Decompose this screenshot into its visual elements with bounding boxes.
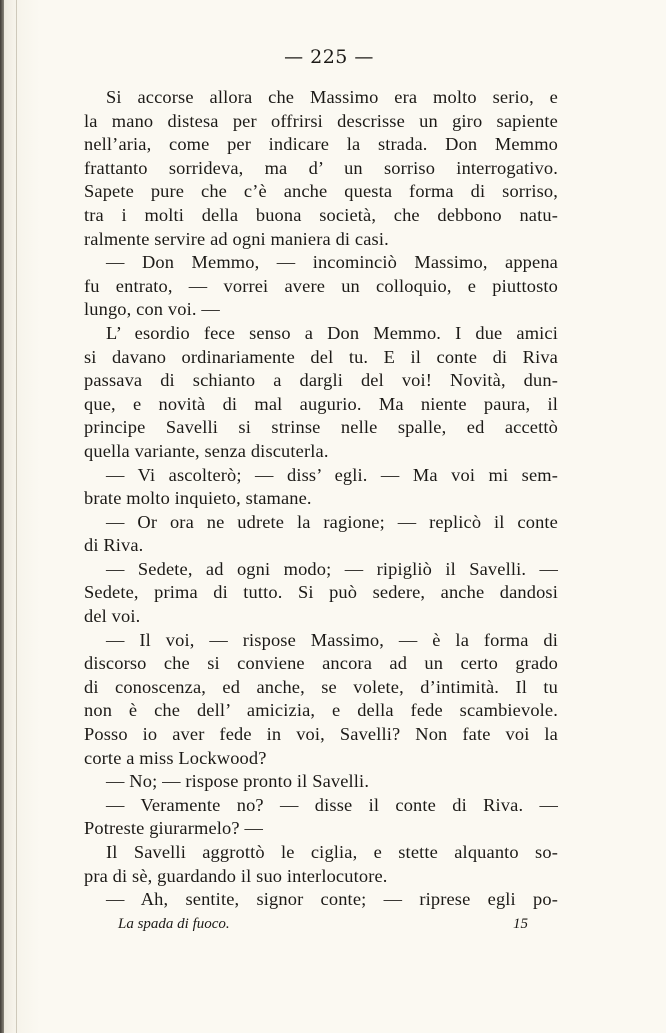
text-line: fu entrato, — vorrei avere un colloquio, e piuttosto <box>84 275 558 296</box>
text-line: — No; — rispose pronto il Savelli. <box>106 771 370 792</box>
text-line: si davano ordinariamente del tu. E il conte di Riva <box>84 346 558 367</box>
page-footer <box>118 916 528 940</box>
text-line: quella variante, senza discuterla. <box>84 440 329 461</box>
text-line: Il Savelli aggrottò le ciglia, e stette alquanto so- <box>106 842 558 862</box>
text-line: — Sedete, ad ogni modo; — ripigliò il Savelli. — <box>106 558 558 579</box>
text-line: — Or ora ne udrete la ragione; — replicò il conte <box>106 511 558 532</box>
text-line: passava di schianto a dargli del voi! Novità, dun- <box>84 370 558 391</box>
text-line: del voi. <box>84 606 141 627</box>
text-line: frattanto sorrideva, ma d’ un sorriso interrogativo. <box>84 157 558 178</box>
text-line: corte a miss Lockwood? <box>84 747 267 768</box>
text-line: Sedete, prima di tutto. Si può sedere, anche dandosi <box>84 582 558 603</box>
text-line: lungo, con voi. — <box>84 299 220 320</box>
text-line: — Ah, sentite, signor conte; — riprese egli po- <box>106 889 558 910</box>
text-line: la mano distesa per offrirsi descrisse un giro sapiente <box>84 110 558 131</box>
text-line: principe Savelli si strinse nelle spalle, ed accettò <box>84 417 558 438</box>
text-line: Posso io aver fede in voi, Savelli? Non fate voi la <box>84 724 558 745</box>
text-line: brate molto inquieto, stamane. <box>84 488 312 509</box>
text-line: — Don Memmo, — incominciò Massimo, appena <box>106 252 558 273</box>
text-line: di conoscenza, ed anche, se volete, d’intimità. Il tu <box>84 676 558 697</box>
book-spine-edge <box>0 0 4 1033</box>
footer-book-title: La spada di fuoco. <box>118 916 230 932</box>
text-line: L’ esordio fece senso a Don Memmo. I due amici <box>106 322 558 343</box>
text-line: nell’aria, come per indicare la strada. Don Memmo <box>84 134 558 155</box>
text-line: di Riva. <box>84 535 144 556</box>
text-line: que, e novità di mal augurio. Ma niente paura, il <box>84 393 558 414</box>
text-line: discorso che si conviene ancora ad un certo grado <box>84 653 558 674</box>
text-line: tra i molti della buona società, che debbono natu- <box>84 204 558 225</box>
text-line: — Vi ascolterò; — diss’ egli. — Ma voi mi sem- <box>106 464 558 485</box>
page-number: — 225 — <box>284 46 374 68</box>
text-line: — Il voi, — rispose Massimo, — è la forma di <box>106 629 558 650</box>
gutter-line <box>16 0 17 1033</box>
text-line: ralmente servire ad ogni maniera di casi. <box>84 228 389 249</box>
text-line: Si accorse allora che Massimo era molto serio, e <box>106 87 558 107</box>
text-line: — Veramente no? — disse il conte di Riva. — <box>106 794 558 815</box>
text-line: pra di sè, guardando il suo interlocutore. <box>84 865 388 886</box>
text-line: Potreste giurarmelo? — <box>84 818 263 839</box>
body-text <box>84 86 558 912</box>
text-line: Sapete pure che c’è anche questa forma di sorriso, <box>84 181 558 202</box>
footer-signature-number: 15 <box>513 916 528 932</box>
text-line: non è che dell’ amicizia, e della fede scambievole. <box>84 700 558 721</box>
